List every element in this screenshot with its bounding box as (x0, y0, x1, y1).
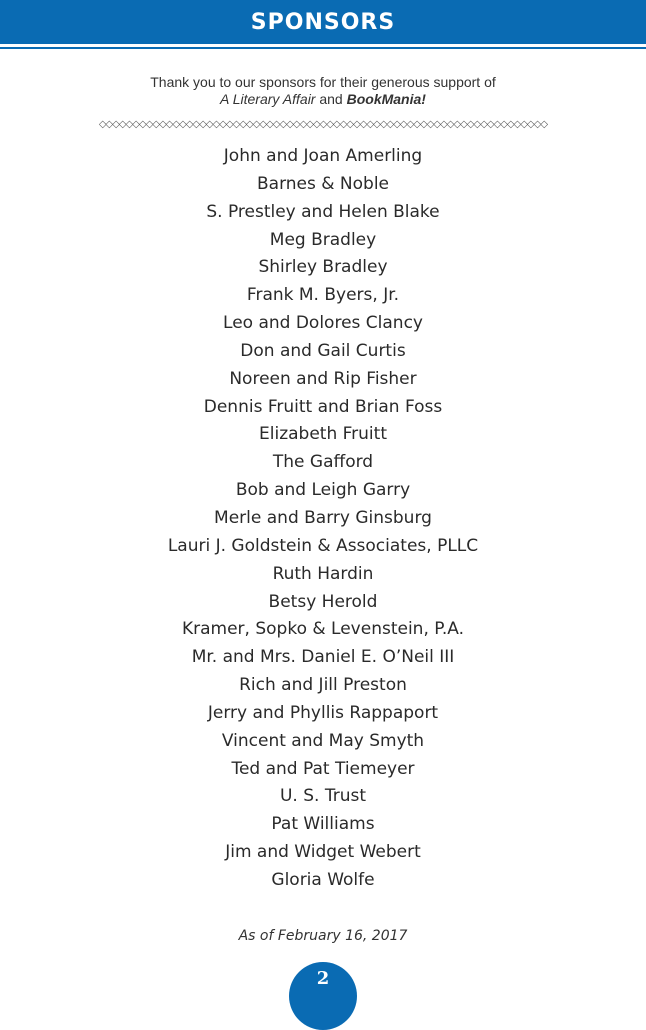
sponsor-item: Lauri J. Goldstein & Associates, PLLC (167, 535, 479, 556)
sponsor-list (0, 143, 646, 895)
intro-line: Thank you to our sponsors for their generous support of (150, 74, 496, 90)
sponsor-item: Gloria Wolfe (271, 869, 375, 890)
event-name-bookmania: BookMania! (346, 91, 426, 107)
header-rule (0, 47, 646, 49)
sponsor-item: Jerry and Phyllis Rappaport (207, 702, 439, 723)
sponsor-item: Frank M. Byers, Jr. (246, 285, 400, 306)
page-number: 2 (316, 968, 330, 989)
sponsor-item: Vincent and May Smyth (221, 730, 425, 751)
sponsor-item: Barnes & Noble (256, 173, 389, 194)
page-title: SPONSORS (250, 9, 396, 35)
sponsor-item: S. Prestley and Helen Blake (206, 201, 440, 222)
as-of-date: As of February 16, 2017 (238, 928, 408, 944)
sponsor-item: Bob and Leigh Garry (235, 480, 411, 501)
sponsor-item: Noreen and Rip Fisher (229, 368, 417, 389)
sponsor-item: Jim and Widget Webert (225, 842, 421, 863)
sponsor-item: Dennis Fruitt and Brian Foss (203, 396, 443, 417)
sponsor-item: Rich and Jill Preston (239, 675, 407, 696)
sponsor-item: U. S. Trust (279, 786, 367, 807)
diamond-divider: ◇◇◇◇◇◇◇◇◇◇◇◇◇◇◇◇◇◇◇◇◇◇◇◇◇◇◇◇◇◇◇◇◇◇◇◇◇◇◇◇◇◇◇◇◇◇◇◇◇◇◇◇◇◇◇◇◇◇◇◇◇◇◇◇◇◇◇ (98, 120, 548, 130)
sponsor-item: Elizabeth Fruitt (259, 424, 387, 445)
event-name-literary-affair: A Literary Affair (220, 91, 316, 107)
intro-events (0, 91, 646, 108)
header-bar (0, 0, 646, 44)
intro-text (0, 74, 646, 108)
sponsor-item: Kramer, Sopko & Levenstein, P.A. (181, 619, 464, 640)
sponsor-item: Betsy Herold (268, 591, 378, 612)
sponsor-item: Ted and Pat Tiemeyer (231, 758, 415, 779)
sponsor-item: Merle and Barry Ginsburg (214, 507, 432, 528)
sponsor-item: John and Joan Amerling (223, 146, 423, 166)
sponsor-item: Mr. and Mrs. Daniel E. O’Neil III (191, 647, 455, 668)
intro-conjunction: and (315, 91, 347, 107)
sponsor-item: Shirley Bradley (258, 257, 388, 278)
sponsor-item: Leo and Dolores Clancy (223, 313, 423, 334)
sponsor-item: Don and Gail Curtis (240, 340, 406, 361)
sponsor-item: Meg Bradley (269, 229, 377, 250)
sponsor-item: Pat Williams (271, 814, 375, 835)
sponsor-item: Ruth Hardin (272, 563, 374, 584)
sponsor-item: The Gafford (272, 452, 374, 473)
